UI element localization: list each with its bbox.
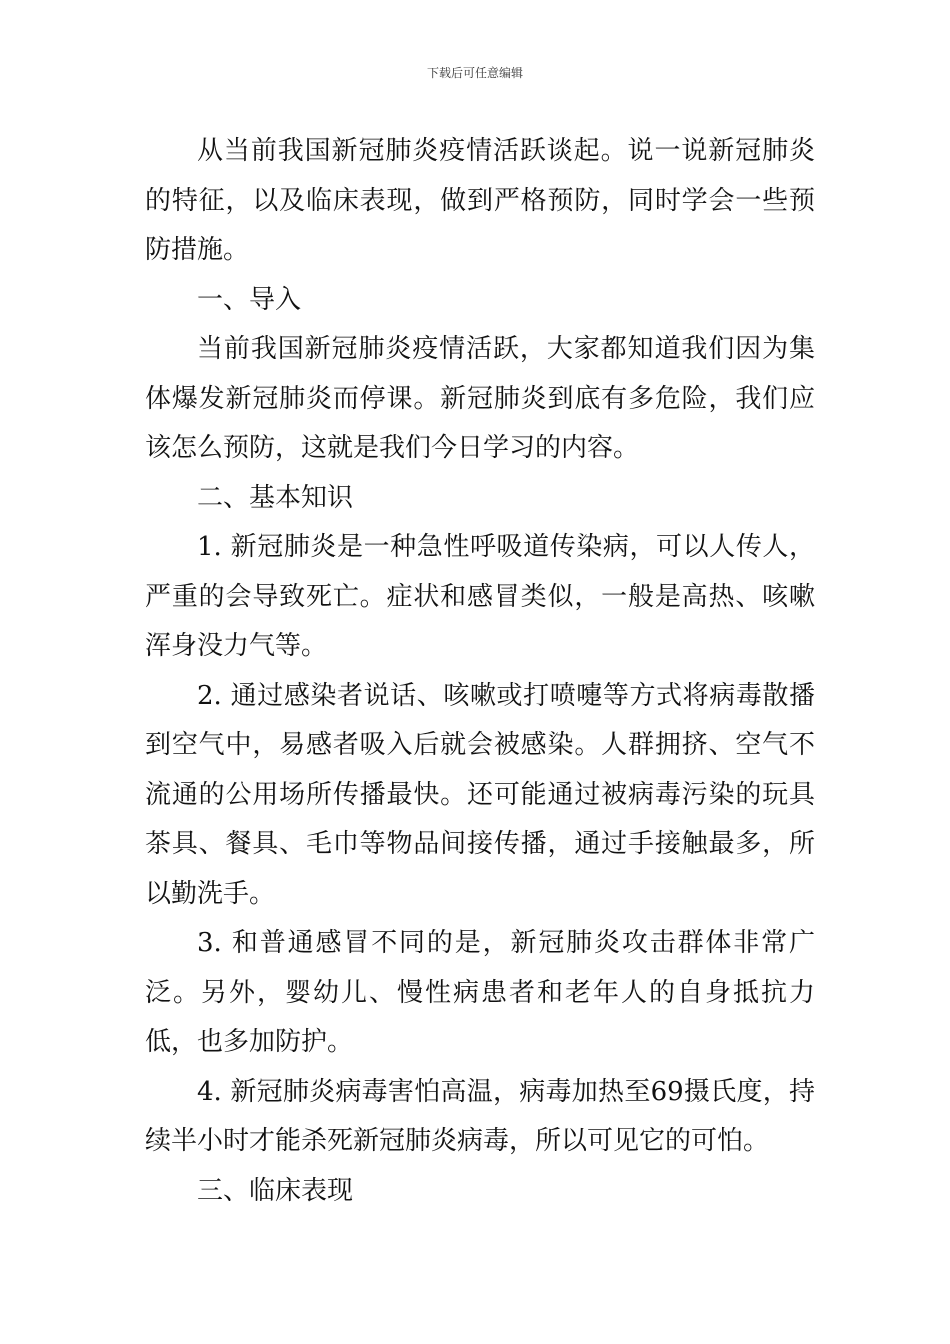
list-item-knowledge-4: 4. 新冠肺炎病毒害怕高温，病毒加热至69摄氏度，持续半小时才能杀死新冠肺炎病毒，所以可见它的可怕。 [145,1076,815,1156]
list-item-knowledge-1: 1. 新冠肺炎是一种急性呼吸道传染病，可以人传人，严重的会导致死亡。症状和感冒类似，一般是高热、咳嗽浑身没力气等。 [145,532,815,661]
section-heading-basic-knowledge: 二、基本知识 [197,482,354,513]
page-header: 下载后可任意编辑 [426,66,523,80]
section-heading-clinical-manifestations: 三、临床表现 [197,1175,354,1206]
document-body [145,127,815,1216]
list-item-knowledge-2: 2. 通过感染者说话、咳嗽或打喷嚏等方式将病毒散播到空气中，易感者吸入后就会被感染。人群拥挤、空气不流通的公用场所传播最快。还可能通过被病毒污染的玩具茶具、餐具、毛巾等物品间接传播，通过手接触最多，所以勤洗手。 [145,680,815,909]
paragraph-intro: 从当前我国新冠肺炎疫情活跃谈起。说一说新冠肺炎的特征，以及临床表现，做到严格预防，同时学会一些预防措施。 [145,136,815,265]
section-heading-introduction: 一、导入 [197,284,302,315]
list-item-knowledge-3: 3. 和普通感冒不同的是，新冠肺炎攻击群体非常广泛。另外，婴幼儿、慢性病患者和老年人的自身抵抗力低，也多加防护。 [145,928,815,1057]
paragraph-introduction: 当前我国新冠肺炎疫情活跃，大家都知道我们因为集体爆发新冠肺炎而停课。新冠肺炎到底有多危险，我们应该怎么预防，这就是我们今日学习的内容。 [145,334,815,463]
